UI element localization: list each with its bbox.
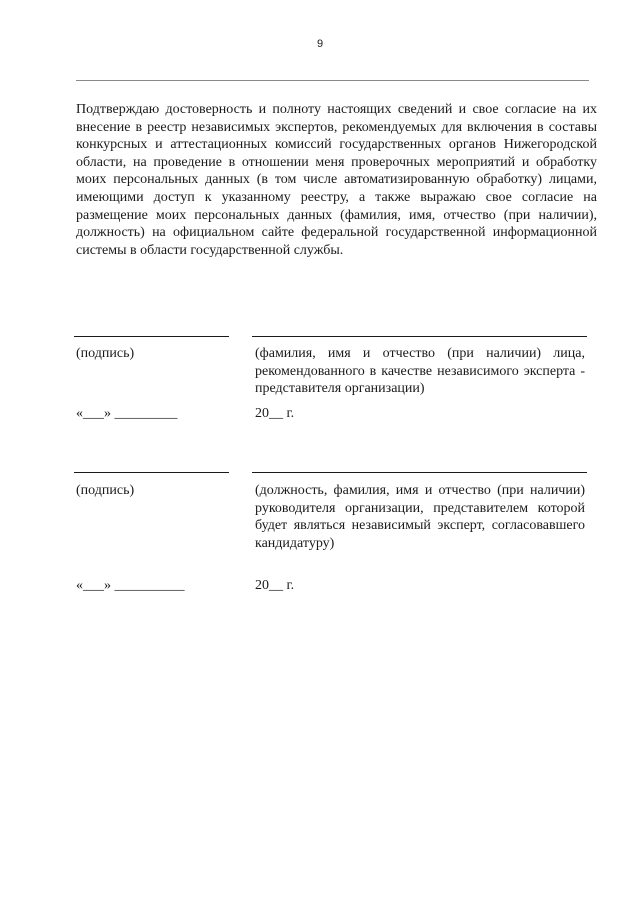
header-divider [76,80,589,81]
head-of-organization-caption: (должность, фамилия, имя и отчество (при наличии) руководителя организации, представителем которой будет являться независимый эксперт, согласовавшего кандидатуру) [255,483,585,551]
date-day-month: «___» __________ [76,578,185,593]
signature-line [74,336,229,337]
signature-caption: (подпись) [76,483,135,498]
page-number: 9 [316,38,324,50]
date-day-month: «___» _________ [76,406,178,421]
full-name-line [252,336,587,337]
full-name-line [252,472,587,473]
date-year: 20__ г. [255,578,295,593]
consent-paragraph: Подтверждаю достоверность и полноту настоящих сведений и свое согласие на их внесение в реестр независимых экспертов, рекомендуемых для включения в составы конкурсных и аттестационных комиссий государственных органов Нижегородской области, на проведение в отношении меня проверочных мероприятий и обработку моих персональных данных (в том числе автоматизированную обработку) лицами, имеющими доступ к указанному реестру, а также выражаю свое согласие на размещение моих персональных данных (фамилия, имя, отчество (при наличии), должность) на официальном сайте федеральной государственной информационной системы в области государственной службы. [76,102,597,258]
expert-name-caption: (фамилия, имя и отчество (при наличии) лица, рекомендованного в качестве независимого эксперта - представителя организации) [255,346,585,397]
signature-caption: (подпись) [76,346,135,361]
signature-line [74,472,229,473]
date-year: 20__ г. [255,406,295,421]
